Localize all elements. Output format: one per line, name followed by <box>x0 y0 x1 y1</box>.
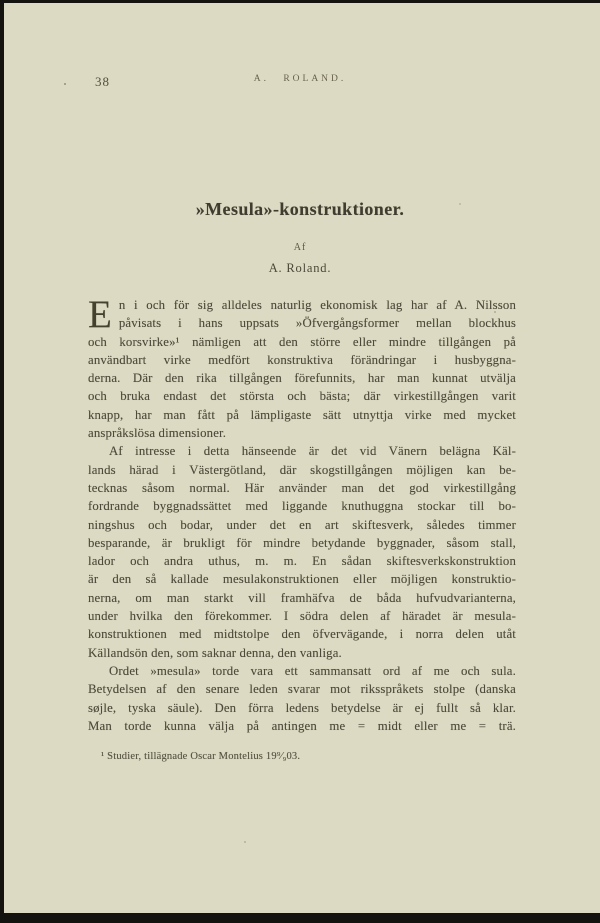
text-line: och korsvirke»¹ nämligen att den större eller mindre tillgången på <box>88 334 516 349</box>
text-line: knapp, har man fått på lämpligaste sätt utnyttja virke med mycket <box>88 407 516 422</box>
byline-prefix: Af <box>293 242 307 253</box>
text-line: är den så kallade mesulakonstruktionen eller möjligen konstruktio- <box>88 572 516 587</box>
text-line: anspråkslösa dimensioner. <box>88 426 227 441</box>
text-line: ningshus och bodar, under det en art skiftesverk, således timmer <box>88 517 516 532</box>
text-line: under hvilka den förekommer. I södra delen af häradet är mesula- <box>88 609 516 624</box>
text-line: Af intresse i detta hänseende är det vid Vänern belägna Käl- <box>109 444 516 459</box>
text-line: besparande, är brukligt för mindre betydande byggnader, såsom stall, <box>88 535 516 550</box>
article-title: »Mesula»-konstruktioner. <box>195 199 405 219</box>
page-header <box>4 74 596 90</box>
text-line: tecknas såsom normal. Här använder man det god virkestillgång <box>88 480 516 495</box>
page-number: 38 <box>95 74 110 89</box>
drop-cap: E <box>88 293 112 336</box>
running-head: A. ROLAND. <box>253 74 347 84</box>
text-line: lands härad i Västergötland, där skogstillgången möjligen kan be- <box>88 462 516 477</box>
text-line: Betydelsen af den senare leden svarar mot riksspråkets stolpe (danska <box>88 682 516 697</box>
text-line: derna. Där den rika tillgången förefunnits, har man kunnat utvälja <box>88 371 516 386</box>
text-line: användbart virke medfört konstruktiva förändringar i husbyggna- <box>88 352 516 367</box>
text-line: fordrande byggnadssättet med liggande knuthuggna stockar till bo- <box>88 499 516 514</box>
text-line: lador och andra uthus, m. m. En sådan skiftesverkskonstruktion <box>88 554 516 569</box>
text-line: påvisats i hans uppsats »Öfvergångsformer mellan blockhus <box>118 316 516 331</box>
article-body <box>88 293 516 735</box>
text-line: Man torde kunna välja på antingen me = midt eller me = trä. <box>88 718 516 733</box>
text-line: Ordet »mesula» torde vara ett sammansatt ord af me och sula. <box>109 663 516 678</box>
text-line: Källandsön den, som saknar denna, den vanliga. <box>88 645 342 660</box>
footnote: ¹ Studier, tillägnade Oscar Montelius 19⁹⁄₉03. <box>101 751 301 762</box>
author-name: A. Roland. <box>268 261 332 275</box>
text-line: konstruktionen med midtstolpe den öfvervägande, i norra delen utåt <box>88 627 516 642</box>
text-line: n i och för sig alldeles naturlig ekonomisk lag har af A. Nilsson <box>118 298 516 312</box>
book-page <box>4 3 600 913</box>
text-line: søjle, tyska säule). Den förra ledens betydelse är ej fullt så klar. <box>88 700 516 715</box>
text-line: nerna, om man starkt vill framhäfva de båda hufvudvarianterna, <box>88 590 516 605</box>
text-line: och bruka endast det största och bästa; där virkestillgången varit <box>88 389 516 404</box>
